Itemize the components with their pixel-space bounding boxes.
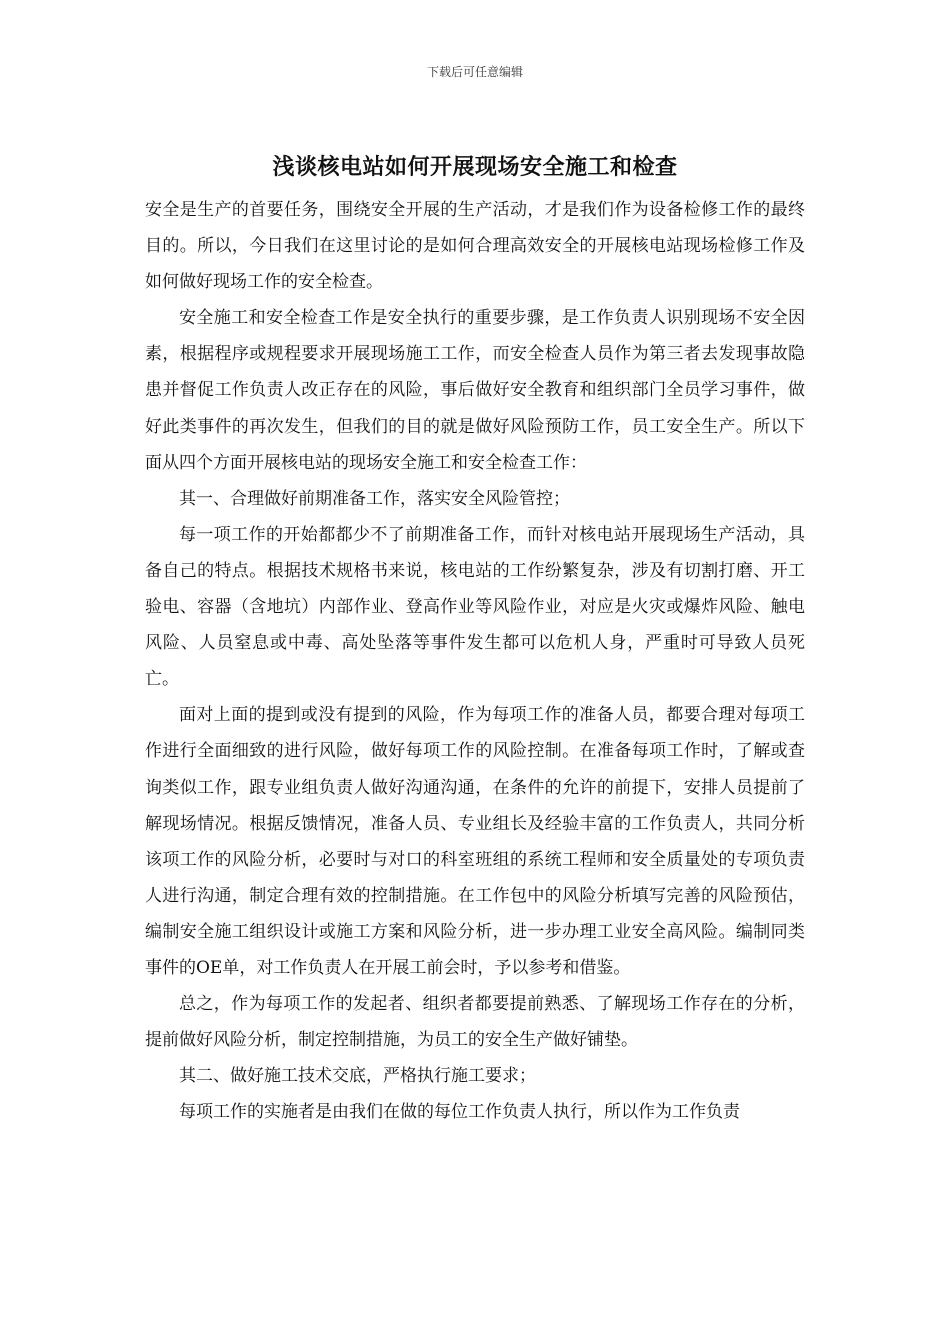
document-body bbox=[145, 192, 805, 1130]
paragraph-implementation: 每项工作的实施者是由我们在做的每位工作负责人执行，所以作为工作负责 bbox=[179, 1102, 740, 1123]
paragraph-preparation: 每一项工作的开始都都少不了前期准备工作，而针对核电站开展现场生产活动，具备自己的特点。根据技术规格书来说，核电站的工作纷繁复杂，涉及有切割打磨、开工验电、容器（含地坑）内部作业、登高作业等风险作业，对应是火灾或爆炸风险、触电风险、人员窒息或中毒、高处坠落等事件发生都可以危机人身，严重时可导致人员死亡。 bbox=[145, 524, 805, 690]
page-header-note: 下载后可任意编辑 bbox=[426, 65, 523, 79]
paragraph-intro: 安全是生产的首要任务，围绕安全开展的生产活动，才是我们作为设备检修工作的最终目的。所以，今日我们在这里讨论的是如何合理高效安全的开展核电站现场检修工作及如何做好现场工作的安全检查。 bbox=[145, 200, 805, 293]
paragraph-overview: 安全施工和安全检查工作是安全执行的重要步骤，是工作负责人识别现场不安全因素，根据程序或规程要求开展现场施工工作，而安全检查人员作为第三者去发现事故隐患并督促工作负责人改正存在的风险，事后做好安全教育和组织部门全员学习事件，做好此类事件的再次发生，但我们的目的就是做好风险预防工作，员工安全生产。所以下面从四个方面开展核电站的现场安全施工和安全检查工作： bbox=[145, 308, 805, 473]
paragraph-risk-control: 面对上面的提到或没有提到的风险，作为每项工作的准备人员，都要合理对每项工作进行全面细致的进行风险，做好每项工作的风险控制。在准备每项工作时，了解或查询类似工作，跟专业组负责人做好沟通沟通，在条件的允许的前提下，安排人员提前了解现场情况。根据反馈情况，准备人员、专业组长及经验丰富的工作负责人，共同分析该项工作的风险分析，必要时与对口的科室班组的系统工程师和安全质量处的专项负责人进行沟通，制定合理有效的控制措施。在工作包中的风险分析填写完善的风险预估，编制安全施工组织设计或施工方案和风险分析，进一步办理工业安全高风险。编制同类事件的OE单，对工作负责人在开展工前会时，予以参考和借鉴。 bbox=[145, 705, 805, 978]
section-heading-2: 其二、做好施工技术交底，严格执行施工要求； bbox=[179, 1066, 536, 1087]
paragraph-summary: 总之，作为每项工作的发起者、组织者都要提前熟悉、了解现场工作存在的分析，提前做好风险分析，制定控制措施，为员工的安全生产做好铺垫。 bbox=[145, 994, 805, 1051]
section-heading-1: 其一、合理做好前期准备工作，落实安全风险管控； bbox=[179, 488, 570, 509]
document-title: 浅谈核电站如何开展现场安全施工和检查 bbox=[272, 154, 678, 180]
